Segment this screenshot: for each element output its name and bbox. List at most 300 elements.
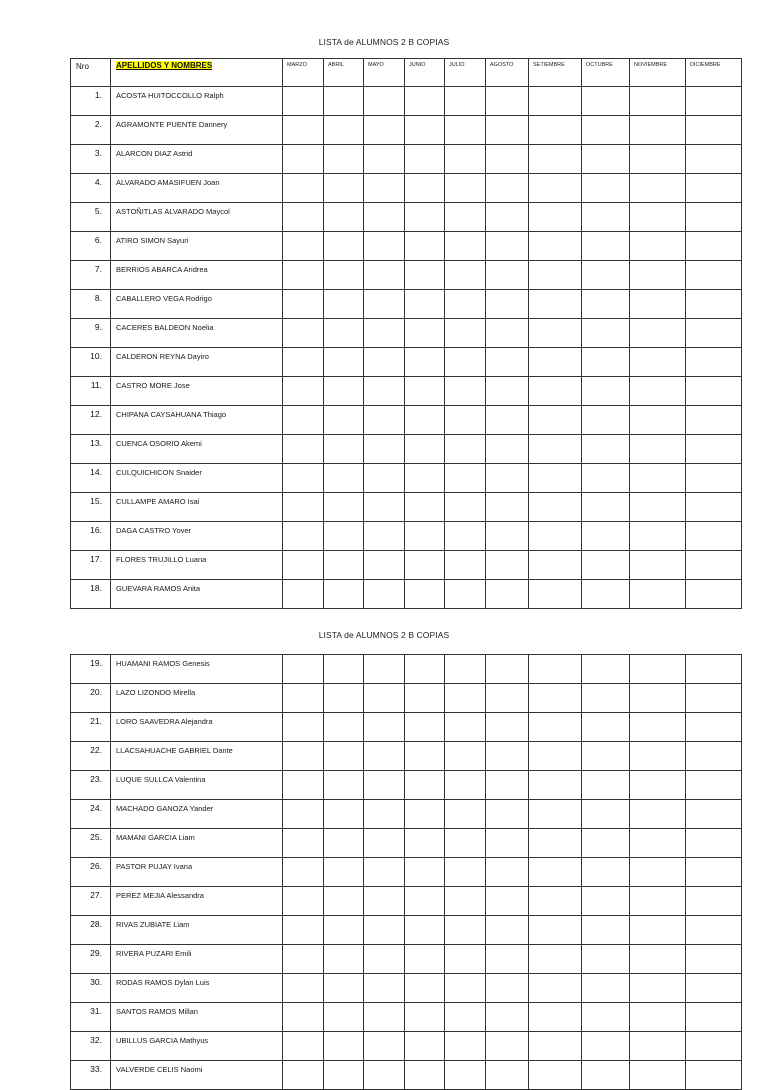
month-cell[interactable] [686, 1061, 742, 1090]
month-cell[interactable] [630, 1032, 686, 1061]
month-cell[interactable] [364, 800, 405, 829]
month-cell[interactable] [529, 87, 582, 116]
month-cell[interactable] [283, 1003, 324, 1032]
month-cell[interactable] [324, 858, 364, 887]
month-cell[interactable] [582, 377, 630, 406]
month-cell[interactable] [364, 887, 405, 916]
month-cell[interactable] [686, 232, 742, 261]
month-cell[interactable] [686, 290, 742, 319]
month-cell[interactable] [686, 377, 742, 406]
month-cell[interactable] [283, 116, 324, 145]
month-cell[interactable] [364, 974, 405, 1003]
month-cell[interactable] [324, 319, 364, 348]
month-cell[interactable] [445, 742, 486, 771]
month-cell[interactable] [405, 800, 445, 829]
month-cell[interactable] [582, 887, 630, 916]
month-cell[interactable] [486, 116, 529, 145]
month-cell[interactable] [324, 916, 364, 945]
month-cell[interactable] [486, 145, 529, 174]
month-cell[interactable] [630, 580, 686, 609]
month-cell[interactable] [630, 319, 686, 348]
month-cell[interactable] [405, 580, 445, 609]
month-cell[interactable] [630, 829, 686, 858]
month-cell[interactable] [405, 464, 445, 493]
month-cell[interactable] [486, 580, 529, 609]
month-cell[interactable] [486, 203, 529, 232]
month-cell[interactable] [529, 916, 582, 945]
month-cell[interactable] [486, 261, 529, 290]
month-cell[interactable] [283, 858, 324, 887]
month-cell[interactable] [529, 580, 582, 609]
month-cell[interactable] [283, 580, 324, 609]
month-cell[interactable] [405, 522, 445, 551]
month-cell[interactable] [686, 829, 742, 858]
month-cell[interactable] [630, 551, 686, 580]
month-cell[interactable] [582, 116, 630, 145]
month-cell[interactable] [486, 1061, 529, 1090]
month-cell[interactable] [364, 713, 405, 742]
month-cell[interactable] [405, 1032, 445, 1061]
month-cell[interactable] [630, 771, 686, 800]
month-cell[interactable] [405, 713, 445, 742]
month-cell[interactable] [364, 771, 405, 800]
month-cell[interactable] [486, 800, 529, 829]
month-cell[interactable] [445, 1003, 486, 1032]
month-cell[interactable] [324, 655, 364, 684]
month-cell[interactable] [582, 493, 630, 522]
month-cell[interactable] [283, 916, 324, 945]
month-cell[interactable] [630, 522, 686, 551]
month-cell[interactable] [486, 174, 529, 203]
month-cell[interactable] [582, 1061, 630, 1090]
month-cell[interactable] [364, 116, 405, 145]
month-cell[interactable] [630, 1061, 686, 1090]
month-cell[interactable] [445, 974, 486, 1003]
month-cell[interactable] [582, 406, 630, 435]
month-cell[interactable] [529, 232, 582, 261]
month-cell[interactable] [324, 742, 364, 771]
month-cell[interactable] [405, 87, 445, 116]
month-cell[interactable] [529, 655, 582, 684]
month-cell[interactable] [364, 464, 405, 493]
month-cell[interactable] [582, 742, 630, 771]
month-cell[interactable] [283, 406, 324, 435]
month-cell[interactable] [686, 771, 742, 800]
month-cell[interactable] [686, 203, 742, 232]
month-cell[interactable] [486, 771, 529, 800]
month-cell[interactable] [405, 916, 445, 945]
month-cell[interactable] [445, 1032, 486, 1061]
month-cell[interactable] [686, 887, 742, 916]
month-cell[interactable] [324, 290, 364, 319]
month-cell[interactable] [445, 800, 486, 829]
month-cell[interactable] [630, 87, 686, 116]
month-cell[interactable] [324, 713, 364, 742]
month-cell[interactable] [283, 319, 324, 348]
month-cell[interactable] [486, 493, 529, 522]
month-cell[interactable] [445, 377, 486, 406]
month-cell[interactable] [405, 116, 445, 145]
month-cell[interactable] [283, 348, 324, 377]
month-cell[interactable] [324, 232, 364, 261]
month-cell[interactable] [283, 435, 324, 464]
month-cell[interactable] [324, 945, 364, 974]
month-cell[interactable] [283, 684, 324, 713]
month-cell[interactable] [529, 1003, 582, 1032]
month-cell[interactable] [486, 887, 529, 916]
month-cell[interactable] [582, 858, 630, 887]
month-cell[interactable] [686, 713, 742, 742]
month-cell[interactable] [582, 655, 630, 684]
month-cell[interactable] [405, 858, 445, 887]
month-cell[interactable] [529, 464, 582, 493]
month-cell[interactable] [630, 655, 686, 684]
month-cell[interactable] [529, 319, 582, 348]
month-cell[interactable] [582, 203, 630, 232]
month-cell[interactable] [445, 887, 486, 916]
month-cell[interactable] [486, 829, 529, 858]
month-cell[interactable] [582, 174, 630, 203]
month-cell[interactable] [486, 858, 529, 887]
month-cell[interactable] [283, 655, 324, 684]
month-cell[interactable] [405, 974, 445, 1003]
month-cell[interactable] [405, 551, 445, 580]
month-cell[interactable] [405, 377, 445, 406]
month-cell[interactable] [529, 800, 582, 829]
month-cell[interactable] [582, 974, 630, 1003]
month-cell[interactable] [630, 435, 686, 464]
month-cell[interactable] [529, 348, 582, 377]
month-cell[interactable] [582, 522, 630, 551]
month-cell[interactable] [686, 464, 742, 493]
month-cell[interactable] [630, 742, 686, 771]
month-cell[interactable] [324, 377, 364, 406]
month-cell[interactable] [486, 319, 529, 348]
month-cell[interactable] [486, 435, 529, 464]
month-cell[interactable] [486, 551, 529, 580]
month-cell[interactable] [283, 800, 324, 829]
month-cell[interactable] [529, 406, 582, 435]
month-cell[interactable] [405, 771, 445, 800]
month-cell[interactable] [364, 493, 405, 522]
month-cell[interactable] [582, 800, 630, 829]
month-cell[interactable] [405, 655, 445, 684]
month-cell[interactable] [324, 829, 364, 858]
month-cell[interactable] [283, 829, 324, 858]
month-cell[interactable] [529, 829, 582, 858]
month-cell[interactable] [686, 580, 742, 609]
month-cell[interactable] [529, 203, 582, 232]
month-cell[interactable] [630, 464, 686, 493]
month-cell[interactable] [686, 551, 742, 580]
month-cell[interactable] [364, 319, 405, 348]
month-cell[interactable] [445, 713, 486, 742]
month-cell[interactable] [405, 742, 445, 771]
month-cell[interactable] [582, 348, 630, 377]
month-cell[interactable] [686, 655, 742, 684]
month-cell[interactable] [324, 348, 364, 377]
month-cell[interactable] [582, 145, 630, 174]
month-cell[interactable] [324, 464, 364, 493]
month-cell[interactable] [486, 974, 529, 1003]
month-cell[interactable] [686, 435, 742, 464]
month-cell[interactable] [529, 771, 582, 800]
month-cell[interactable] [324, 1061, 364, 1090]
month-cell[interactable] [364, 348, 405, 377]
month-cell[interactable] [686, 974, 742, 1003]
month-cell[interactable] [529, 1061, 582, 1090]
month-cell[interactable] [405, 406, 445, 435]
month-cell[interactable] [364, 945, 405, 974]
month-cell[interactable] [324, 522, 364, 551]
month-cell[interactable] [686, 87, 742, 116]
month-cell[interactable] [686, 406, 742, 435]
month-cell[interactable] [582, 945, 630, 974]
month-cell[interactable] [529, 887, 582, 916]
month-cell[interactable] [630, 887, 686, 916]
month-cell[interactable] [445, 522, 486, 551]
month-cell[interactable] [630, 174, 686, 203]
month-cell[interactable] [686, 800, 742, 829]
month-cell[interactable] [283, 174, 324, 203]
month-cell[interactable] [445, 829, 486, 858]
month-cell[interactable] [529, 174, 582, 203]
month-cell[interactable] [582, 713, 630, 742]
month-cell[interactable] [630, 916, 686, 945]
month-cell[interactable] [364, 203, 405, 232]
month-cell[interactable] [445, 435, 486, 464]
month-cell[interactable] [405, 145, 445, 174]
month-cell[interactable] [324, 87, 364, 116]
month-cell[interactable] [445, 684, 486, 713]
month-cell[interactable] [529, 974, 582, 1003]
month-cell[interactable] [445, 319, 486, 348]
month-cell[interactable] [529, 261, 582, 290]
month-cell[interactable] [445, 87, 486, 116]
month-cell[interactable] [686, 145, 742, 174]
month-cell[interactable] [445, 771, 486, 800]
month-cell[interactable] [324, 974, 364, 1003]
month-cell[interactable] [445, 464, 486, 493]
month-cell[interactable] [630, 261, 686, 290]
month-cell[interactable] [529, 145, 582, 174]
month-cell[interactable] [324, 435, 364, 464]
month-cell[interactable] [486, 232, 529, 261]
month-cell[interactable] [630, 1003, 686, 1032]
month-cell[interactable] [486, 464, 529, 493]
month-cell[interactable] [445, 348, 486, 377]
month-cell[interactable] [324, 174, 364, 203]
month-cell[interactable] [364, 174, 405, 203]
month-cell[interactable] [529, 684, 582, 713]
month-cell[interactable] [405, 829, 445, 858]
month-cell[interactable] [445, 145, 486, 174]
month-cell[interactable] [486, 916, 529, 945]
month-cell[interactable] [486, 742, 529, 771]
month-cell[interactable] [686, 945, 742, 974]
month-cell[interactable] [486, 348, 529, 377]
month-cell[interactable] [582, 1003, 630, 1032]
month-cell[interactable] [686, 522, 742, 551]
month-cell[interactable] [686, 1032, 742, 1061]
month-cell[interactable] [283, 261, 324, 290]
month-cell[interactable] [445, 406, 486, 435]
month-cell[interactable] [324, 800, 364, 829]
month-cell[interactable] [324, 406, 364, 435]
month-cell[interactable] [364, 1003, 405, 1032]
month-cell[interactable] [486, 945, 529, 974]
month-cell[interactable] [529, 713, 582, 742]
month-cell[interactable] [445, 203, 486, 232]
month-cell[interactable] [529, 435, 582, 464]
month-cell[interactable] [630, 203, 686, 232]
month-cell[interactable] [686, 916, 742, 945]
month-cell[interactable] [582, 771, 630, 800]
month-cell[interactable] [324, 887, 364, 916]
month-cell[interactable] [324, 1032, 364, 1061]
month-cell[interactable] [364, 742, 405, 771]
month-cell[interactable] [445, 945, 486, 974]
month-cell[interactable] [324, 493, 364, 522]
month-cell[interactable] [582, 261, 630, 290]
month-cell[interactable] [582, 551, 630, 580]
month-cell[interactable] [283, 742, 324, 771]
month-cell[interactable] [283, 945, 324, 974]
month-cell[interactable] [405, 887, 445, 916]
month-cell[interactable] [486, 684, 529, 713]
month-cell[interactable] [364, 829, 405, 858]
month-cell[interactable] [630, 116, 686, 145]
month-cell[interactable] [486, 1003, 529, 1032]
month-cell[interactable] [630, 377, 686, 406]
month-cell[interactable] [686, 261, 742, 290]
month-cell[interactable] [445, 858, 486, 887]
month-cell[interactable] [486, 406, 529, 435]
month-cell[interactable] [405, 203, 445, 232]
month-cell[interactable] [324, 145, 364, 174]
month-cell[interactable] [529, 377, 582, 406]
month-cell[interactable] [445, 580, 486, 609]
month-cell[interactable] [582, 232, 630, 261]
month-cell[interactable] [486, 522, 529, 551]
month-cell[interactable] [486, 713, 529, 742]
month-cell[interactable] [405, 319, 445, 348]
month-cell[interactable] [364, 684, 405, 713]
month-cell[interactable] [405, 261, 445, 290]
month-cell[interactable] [405, 174, 445, 203]
month-cell[interactable] [582, 829, 630, 858]
month-cell[interactable] [445, 551, 486, 580]
month-cell[interactable] [405, 1061, 445, 1090]
month-cell[interactable] [364, 858, 405, 887]
month-cell[interactable] [364, 916, 405, 945]
month-cell[interactable] [529, 116, 582, 145]
month-cell[interactable] [364, 1032, 405, 1061]
month-cell[interactable] [324, 203, 364, 232]
month-cell[interactable] [445, 493, 486, 522]
month-cell[interactable] [686, 858, 742, 887]
month-cell[interactable] [630, 945, 686, 974]
month-cell[interactable] [283, 232, 324, 261]
month-cell[interactable] [445, 655, 486, 684]
month-cell[interactable] [324, 580, 364, 609]
month-cell[interactable] [630, 348, 686, 377]
month-cell[interactable] [283, 377, 324, 406]
month-cell[interactable] [283, 464, 324, 493]
month-cell[interactable] [686, 742, 742, 771]
month-cell[interactable] [364, 145, 405, 174]
month-cell[interactable] [324, 261, 364, 290]
month-cell[interactable] [529, 742, 582, 771]
month-cell[interactable] [405, 232, 445, 261]
month-cell[interactable] [283, 771, 324, 800]
month-cell[interactable] [486, 655, 529, 684]
month-cell[interactable] [529, 493, 582, 522]
month-cell[interactable] [582, 684, 630, 713]
month-cell[interactable] [582, 464, 630, 493]
month-cell[interactable] [686, 174, 742, 203]
month-cell[interactable] [364, 522, 405, 551]
month-cell[interactable] [686, 493, 742, 522]
month-cell[interactable] [405, 684, 445, 713]
month-cell[interactable] [364, 377, 405, 406]
month-cell[interactable] [364, 580, 405, 609]
month-cell[interactable] [486, 87, 529, 116]
month-cell[interactable] [283, 493, 324, 522]
month-cell[interactable] [324, 551, 364, 580]
month-cell[interactable] [445, 116, 486, 145]
month-cell[interactable] [445, 232, 486, 261]
month-cell[interactable] [283, 290, 324, 319]
month-cell[interactable] [630, 290, 686, 319]
month-cell[interactable] [686, 348, 742, 377]
month-cell[interactable] [283, 145, 324, 174]
month-cell[interactable] [364, 87, 405, 116]
month-cell[interactable] [529, 945, 582, 974]
month-cell[interactable] [405, 493, 445, 522]
month-cell[interactable] [686, 684, 742, 713]
month-cell[interactable] [324, 771, 364, 800]
month-cell[interactable] [364, 232, 405, 261]
month-cell[interactable] [582, 319, 630, 348]
month-cell[interactable] [486, 1032, 529, 1061]
month-cell[interactable] [324, 684, 364, 713]
month-cell[interactable] [686, 1003, 742, 1032]
month-cell[interactable] [486, 377, 529, 406]
month-cell[interactable] [405, 290, 445, 319]
month-cell[interactable] [630, 800, 686, 829]
month-cell[interactable] [630, 232, 686, 261]
month-cell[interactable] [364, 435, 405, 464]
month-cell[interactable] [364, 551, 405, 580]
month-cell[interactable] [445, 1061, 486, 1090]
month-cell[interactable] [283, 974, 324, 1003]
month-cell[interactable] [364, 406, 405, 435]
month-cell[interactable] [630, 145, 686, 174]
month-cell[interactable] [582, 435, 630, 464]
month-cell[interactable] [582, 580, 630, 609]
month-cell[interactable] [686, 116, 742, 145]
month-cell[interactable] [582, 916, 630, 945]
month-cell[interactable] [405, 1003, 445, 1032]
month-cell[interactable] [445, 916, 486, 945]
month-cell[interactable] [529, 522, 582, 551]
month-cell[interactable] [283, 522, 324, 551]
month-cell[interactable] [405, 435, 445, 464]
month-cell[interactable] [283, 551, 324, 580]
month-cell[interactable] [630, 493, 686, 522]
month-cell[interactable] [582, 1032, 630, 1061]
